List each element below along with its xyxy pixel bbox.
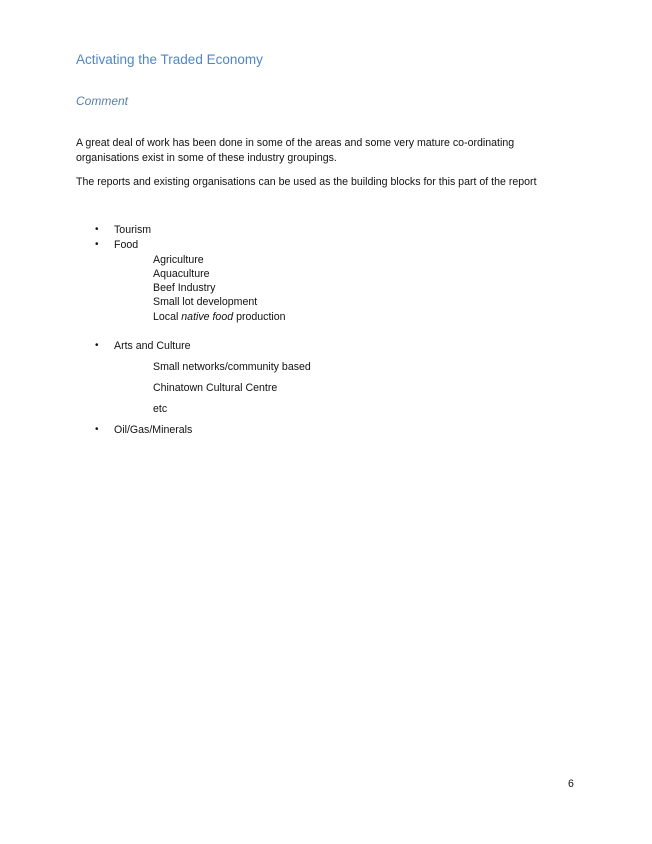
page-number: 6 (568, 778, 574, 790)
bullet-icon: • (95, 224, 99, 235)
sub-item: Chinatown Cultural Centre (153, 382, 278, 394)
bullet-icon: • (95, 340, 99, 351)
sub-item: Small networks/community based (153, 361, 311, 373)
sub-item: Aquaculture (153, 268, 210, 280)
paragraph-line: A great deal of work has been done in some of the areas and some very mature co-ordinating (76, 137, 515, 149)
sub-item: Small lot development (153, 296, 258, 308)
text: production (233, 311, 286, 323)
subheading-comment: Comment (76, 94, 129, 108)
sub-item: Beef Industry (153, 282, 216, 294)
sub-item-native-food (153, 310, 286, 324)
text: Local (153, 311, 182, 323)
sub-item: Agriculture (153, 254, 204, 266)
section-heading: Activating the Traded Economy (76, 52, 263, 67)
list-item-food: Food (114, 239, 139, 251)
bullet-icon: • (95, 239, 99, 250)
list-item-oil: Oil/Gas/Minerals (114, 424, 193, 436)
text-italic: native food (181, 311, 234, 323)
paragraph-line: organisations exist in some of these industry groupings. (76, 152, 337, 164)
sub-item: etc (153, 403, 168, 415)
list-item-tourism: Tourism (114, 224, 152, 236)
list-item-arts: Arts and Culture (114, 340, 191, 352)
paragraph: The reports and existing organisations can be used as the building blocks for this part of the report (76, 176, 537, 188)
bullet-icon: • (95, 424, 99, 435)
